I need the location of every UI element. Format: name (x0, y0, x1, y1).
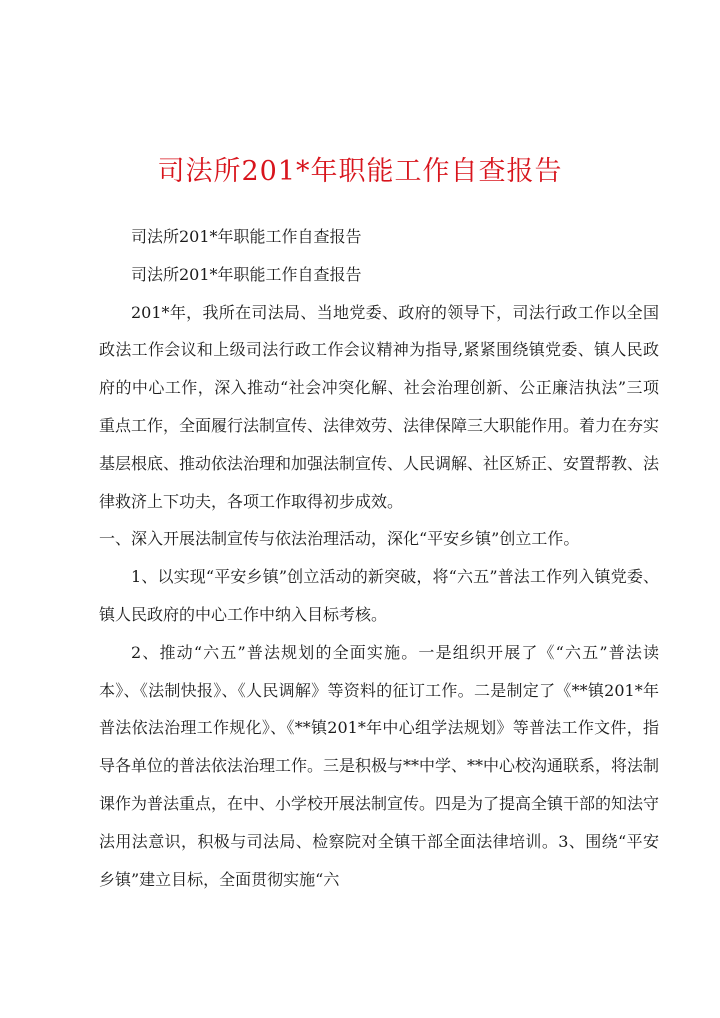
paragraph-subtitle-1: 司法所201*年职能工作自查报告 (131, 227, 362, 246)
section-heading-1: 一、深入开展法制宣传与依法治理活动，深化“平安乡镇”创立工作。 (99, 529, 580, 549)
paragraph-intro: 201*年，我所在司法局、当地党委、政府的领导下，司法行政工作以全国政法工作会议和上级司法行政工作会议精神为指导,紧紧围绕镇党委、镇人民政府的中心工作，深入推动“社会冲突化解、社会治理创新、公正廉洁执法”三项重点工作，全面履行法制宣传、法律效劳、法律保障三大职能作用。着力在夯实基层根底、推动依法治理和加强法制宣传、人民调解、社区矫正、安置帮教、法律救济上下功夫，各项工作取得初步成效。 (99, 302, 660, 511)
paragraph-item-2: 2、推动“六五”普法规划的全面实施。一是组织开展了《“六五”普法读本》、《法制快报》、《人民调解》等资料的征订工作。二是制定了《**镇201*年普法依法治理工作规化》、《**镇201*年中心组学法规划》等普法工作文件，指导各单位的普法依法治理工作。三是积极与**中学、**中心校沟通联系，将法制课作为普法重点，在中、小学校开展法制宣传。四是为了提高全镇干部的知法守法用法意识，积极与司法局、检察院对全镇干部全面法律培训。3、围绕“平安乡镇”建立目标，全面贯彻实施“六 (99, 642, 660, 889)
document-body (99, 218, 659, 898)
paragraph-item-1: 1、以实现“平安乡镇”创立活动的新突破，将“六五”普法工作列入镇党委、镇人民政府的中心工作中纳入目标考核。 (99, 567, 659, 624)
document-title: 司法所201*年职能工作自查报告 (157, 156, 563, 187)
paragraph-subtitle-2: 司法所201*年职能工作自查报告 (131, 264, 362, 284)
